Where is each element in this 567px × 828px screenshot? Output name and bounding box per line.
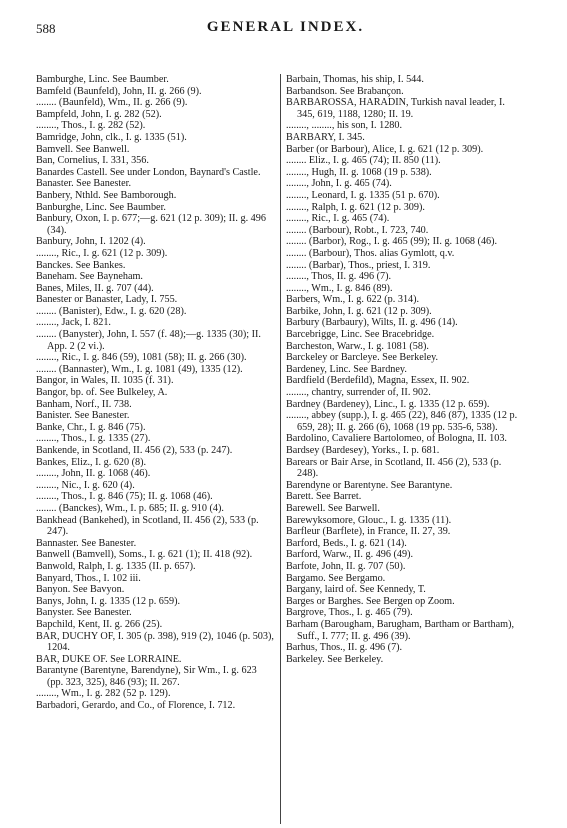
index-entry: Banys, John, I. g. 1335 (12 p. 659). bbox=[36, 595, 181, 607]
index-entry: Bangor, in Wales, II. 1035 (f. 31). bbox=[36, 375, 174, 387]
index-entry: Ban, Cornelius, I. 331, 356. bbox=[36, 155, 149, 167]
index-entry: Bangor, bp. of. See Bulkeley, A. bbox=[36, 387, 168, 399]
index-entry: ........ (Baunfeld), Wm., II. g. 266 (9). bbox=[36, 97, 188, 109]
index-entry: ........, Hugh, II. g. 1068 (19 p. 538). bbox=[286, 166, 432, 178]
index-entry: ........ (Barbour), Thos. alias Gymlott, q.v. bbox=[286, 247, 455, 259]
index-entry: Banwell (Bamvell), Soms., I. g. 621 (1); II. 418 (92). bbox=[36, 549, 253, 561]
index-entry: ........ (Barbor), Rog., I. g. 465 (99); II. g. 1068 (46). bbox=[286, 236, 498, 248]
index-entry: Barcebrigge, Linc. See Bracebridge. bbox=[286, 329, 435, 341]
index-entry: Bargamo. See Bergamo. bbox=[286, 572, 386, 584]
index-entry: ........, Ric., I. g. 465 (74). bbox=[286, 213, 390, 225]
index-entry: Barett. See Barret. bbox=[286, 491, 362, 503]
index-entry: Bamburghe, Linc. See Baumber. bbox=[36, 74, 169, 85]
index-entry: Bardney (Bardeney), Linc., I. g. 1335 (12 p. 659). bbox=[286, 398, 490, 410]
index-entry: Banbery, Nthld. See Bamborough. bbox=[36, 189, 177, 201]
index-entry: Banes, Miles, II. g. 707 (44). bbox=[36, 282, 154, 294]
index-entry: Bamridge, John, clk., I. g. 1335 (51). bbox=[36, 131, 187, 143]
index-entry: Banyster. See Banester. bbox=[36, 607, 132, 619]
index-entry: ........, Leonard, I. g. 1335 (51 p. 670). bbox=[286, 189, 440, 201]
index-entry: Banham, Norf., II. 738. bbox=[36, 398, 132, 410]
index-entry: ........, Ric., I. g. 621 (12 p. 309). bbox=[36, 247, 168, 259]
index-entry: Barham (Barougham, Barugham, Bartham or Bartham), Suff., I. 777; II. g. 496 (39). bbox=[286, 618, 515, 642]
index-entry: ........, Ralph, I. g. 621 (12 p. 309). bbox=[286, 201, 425, 213]
index-entry: Barbury (Barbaury), Wilts, II. g. 496 (14). bbox=[286, 317, 458, 329]
index-entry: ........ (Banckes), Wm., I. p. 685; II. g. 910 (4). bbox=[36, 502, 224, 514]
index-entry: ........, chantry, surrender of, II. 902. bbox=[286, 387, 431, 399]
index-entry: Banbury, Oxon, I. p. 677;—g. 621 (12 p. 309); II. g. 496 (34). bbox=[36, 213, 266, 236]
index-entry: BAR, DUKE OF. See LORRAINE. bbox=[36, 653, 182, 665]
index-entry: Bardolino, Cavaliere Bartolomeo, of Bologna, II. 103. bbox=[286, 433, 507, 445]
index-entry: Bapchild, Kent, II. g. 266 (25). bbox=[36, 618, 163, 630]
index-entry: ........, Nic., I. g. 620 (4). bbox=[36, 479, 135, 491]
index-entry: Barbike, John, I. g. 621 (12 p. 309). bbox=[286, 305, 432, 317]
index-entry: ........, Thos, II. g. 496 (7). bbox=[286, 271, 392, 283]
index-entry: Barhus, Thos., II. g. 496 (7). bbox=[286, 642, 403, 654]
index-entry: ........, Jack, I. 821. bbox=[36, 317, 111, 329]
index-entry: ........ (Banister), Edw., I. g. 620 (28). bbox=[36, 305, 187, 317]
index-entry: Banburghe, Linc. See Baumber. bbox=[36, 201, 166, 213]
index-entry: Barbers, Wm., I. g. 622 (p. 314). bbox=[286, 294, 420, 306]
index-entry: Barford, Beds., I. g. 621 (14). bbox=[286, 537, 407, 549]
index-entry: Barkeley. See Berkeley. bbox=[286, 653, 384, 665]
index-entry: Bargany, laird of. See Kennedy, T. bbox=[286, 584, 426, 596]
index-entry: Banke, Chr., I. g. 846 (75). bbox=[36, 421, 146, 433]
index-entry: ........ (Barbar), Thos., priest, I. 319. bbox=[286, 259, 431, 271]
index-entry: ........, John, I. g. 465 (74). bbox=[286, 178, 392, 190]
index-entry: ........, Thos., I. g. 846 (75); II. g. 1068 (46). bbox=[36, 491, 213, 503]
index-entry: ........, ........, his son, I. 1280. bbox=[286, 120, 403, 132]
index-entry: ........, John, II. g. 1068 (46). bbox=[36, 468, 151, 480]
index-columns bbox=[36, 74, 535, 824]
index-entry: Barewyksomore, Glouc., I. g. 1335 (11). bbox=[286, 514, 452, 526]
index-entry: Barber (or Barbour), Alice, I. g. 621 (12 p. 309). bbox=[286, 143, 484, 155]
index-entry: Banyon. See Bavyon. bbox=[36, 584, 125, 596]
index-entry: Barbadori, Gerardo, and Co., of Florence, I. 712. bbox=[36, 700, 236, 712]
index-entry: ........ (Bannaster), Wm., I. g. 1081 (49), 1335 (12). bbox=[36, 363, 243, 375]
index-entry: Bardeney, Linc. See Bardney. bbox=[286, 363, 407, 375]
index-entry: Baneham. See Bayneham. bbox=[36, 271, 143, 283]
index-entry: Barges or Barghes. See Bergen op Zoom. bbox=[286, 595, 455, 607]
index-entry: Barbandson. See Brabançon. bbox=[286, 85, 404, 97]
index-entry: Barewell. See Barwell. bbox=[286, 502, 380, 514]
index-entry: Bankhead (Bankehed), in Scotland, II. 456 (2), 533 (p. 247). bbox=[36, 514, 259, 538]
index-entry: Barford, Warw., II. g. 496 (49). bbox=[286, 549, 414, 561]
index-entry: Bamfeld (Baunfeld), John, II. g. 266 (9). bbox=[36, 85, 202, 97]
index-entry: Banbury, John, I. 1202 (4). bbox=[36, 236, 146, 248]
index-entry: Bampfeld, John, I. g. 282 (52). bbox=[36, 108, 162, 120]
index-entry: Banckes. See Bankes. bbox=[36, 259, 126, 271]
index-entry: Bankende, in Scotland, II. 456 (2), 533 (p. 247). bbox=[36, 445, 233, 456]
index-entry: Bankes, Eliz., I. g. 620 (8). bbox=[36, 456, 147, 468]
index-entry: Barckeley or Barcleye. See Berkeley. bbox=[286, 352, 439, 364]
index-entry: ........, Thos., I. g. 1335 (27). bbox=[36, 433, 151, 445]
index-entry: Barcheston, Warw., I. g. 1081 (58). bbox=[286, 340, 429, 352]
index-entry: BARBARY, I. 345. bbox=[286, 131, 365, 143]
index-entry: ........, Wm., I. g. 282 (52 p. 129). bbox=[36, 688, 171, 700]
right-column bbox=[286, 74, 524, 665]
index-entry: Bannaster. See Banester. bbox=[36, 537, 137, 549]
page-number: 588 bbox=[36, 21, 56, 36]
index-entry: BAR, DUCHY OF, I. 305 (p. 398), 919 (2), 1046 (p. 503), 1204. bbox=[36, 630, 274, 654]
index-entry: Barfote, John, II. g. 707 (50). bbox=[286, 560, 406, 572]
index-entry: Banyard, Thos., I. 102 iii. bbox=[36, 572, 141, 584]
index-entry: ........, Ric., I. g. 846 (59), 1081 (58); II. g. 266 (30). bbox=[36, 352, 247, 364]
index-entry: ........ (Barbour), Robt., I. 723, 740. bbox=[286, 224, 429, 236]
index-entry: Banester or Banaster, Lady, I. 755. bbox=[36, 294, 178, 306]
index-entry: ........ Eliz., I. g. 465 (74); II. 850 (11). bbox=[286, 155, 441, 167]
index-entry: Banardes Castell. See under London, Baynard's Castle. bbox=[36, 166, 261, 178]
index-entry: ........ (Banyster), John, I. 557 (f. 48);—g. 1335 (30); II. App. 2 (2 vi.). bbox=[36, 329, 261, 352]
index-entry: ........, abbey (supp.), I. g. 465 (22), 846 (87), 1335 (12 p. 659, 28); II. g. 266 (6), 1068 (19 pp. 535-6, 538). bbox=[286, 410, 518, 433]
index-entry: ........, Thos., I. g. 282 (52). bbox=[36, 120, 146, 132]
index-entry: Bardsey (Bardesey), Yorks., I. p. 681. bbox=[286, 445, 440, 456]
index-entry: Banwold, Ralph, I. g. 1335 (II. p. 657). bbox=[36, 560, 196, 572]
index-entry: Bamvell. See Banwell. bbox=[36, 143, 130, 155]
index-entry: Bargrove, Thos., I. g. 465 (79). bbox=[286, 607, 413, 619]
index-entry: Banaster. See Banester. bbox=[36, 178, 132, 190]
page-header bbox=[36, 18, 535, 44]
index-entry: Bardfield (Berdefild), Magna, Essex, II. 902. bbox=[286, 375, 470, 387]
left-column bbox=[36, 74, 274, 712]
page-title: GENERAL INDEX. bbox=[206, 19, 365, 35]
index-entry: Barendyne or Barentyne. See Barantyne. bbox=[286, 479, 453, 491]
index-entry: Barears or Bair Arse, in Scotland, II. 456 (2), 533 (p. 248). bbox=[286, 456, 502, 480]
column-divider bbox=[280, 74, 281, 824]
index-entry: Barbain, Thomas, his ship, I. 544. bbox=[286, 74, 424, 85]
index-entry: Banister. See Banester. bbox=[36, 410, 130, 422]
index-entry: Barantyne (Barentyne, Barendyne), Sir Wm., I. g. 623 (pp. 323, 325), 846 (93); II. 267. bbox=[36, 665, 257, 688]
index-entry: BARBAROSSA, HARADIN, Turkish naval leader, I. 345, 619, 1188, 1280; II. 19. bbox=[286, 97, 505, 120]
index-entry: Barfleur (Barflete), in France, II. 27, 39. bbox=[286, 526, 451, 538]
index-entry: ........, Wm., I. g. 846 (89). bbox=[286, 282, 393, 294]
